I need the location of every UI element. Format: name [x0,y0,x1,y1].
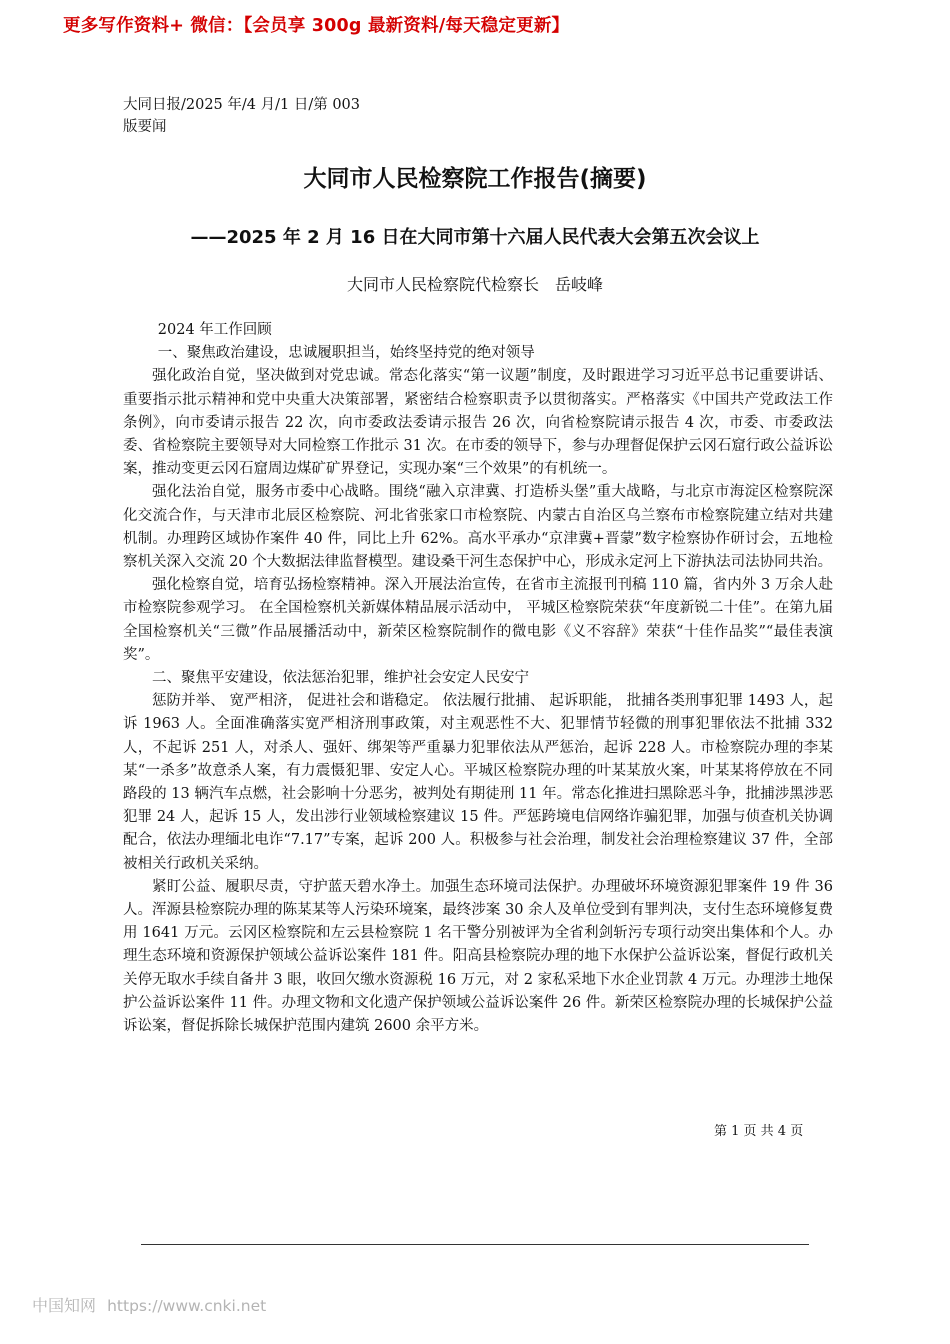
source-line-2: 版要闻 [123,119,167,135]
cnki-watermark [32,1293,266,1316]
section-heading-1: 一、聚焦政治建设，忠诚履职担当，始终坚持党的绝对领导 [157,345,535,362]
page-number: 第 1 页 共 4 页 [714,1124,804,1139]
paragraph: 强化检察自觉，培育弘扬检察精神。深入开展法治宣传，在省市主流报刊刊稿 110 篇，省内外 3 万余人赴市检察院参观学习。 在全国检察机关新媒体精品展示活动中， 平城区检察院荣获“年度新锐二十佳”。在第九届全国检察机关“三微”作品展播活动中，新荣区检察院制作的微电影《义不容辞》荣获“十佳作品奖”“最佳表演奖”。 [123,577,833,663]
source-line-1: 大同日报/2025 年/4 月/1 日/第 003 [123,97,361,113]
section-heading-2: 二、聚焦平安建设，依法惩治犯罪，维护社会安定人民安宁 [152,670,529,687]
paragraph: 惩防并举、 宽严相济， 促进社会和谐稳定。 依法履行批捕、 起诉职能， 批捕各类刑事犯罪 1493 人，起诉 1963 人。全面准确落实宽严相济刑事政策，对主观恶性不大、犯罪情节轻微的刑事犯罪依法不批捕 332 人，不起诉 251 人，对杀人、强奸、绑架等严重暴力犯罪依法从严惩治，起诉 228 人。市检察院办理的李某某“一杀多”故意杀人案，有力震慑犯罪、安定人心。平城区检察院办理的叶某某放火案，叶某某将停放在不同路段的 13 辆汽车点燃，社会影响十分恶劣，被判处有期徒刑 11 年。常态化推进扫黑除恶斗争，批捕涉黑涉恶犯罪 24 人，起诉 15 人，发出涉行业领域检察建议 15 件。严惩跨境电信网络诈骗犯罪，加强与侦查机关协调配合，依法办理缅北电诈“7.17”专案，起诉 200 人。积极参与社会治理，制发社会治理检察建议 37 件，全部被相关行政机关采纳。 [123,693,833,872]
report-author: 大同市人民检察院代检察长 岳岐峰 [346,275,603,294]
report-title: 大同市人民检察院工作报告(摘要) [303,166,647,192]
section-heading-review: 2024 年工作回顾 [157,322,272,338]
footer-divider [141,1244,809,1245]
source-info [123,94,360,138]
report-body [123,319,833,1038]
watermark-name: 中国知网 [32,1296,97,1315]
report-subtitle: ——2025 年 2 月 16 日在大同市第十六届人民代表大会第五次会议上 [190,227,760,248]
paragraph: 强化政治自觉，坚决做到对党忠诚。常态化落实“第一议题”制度，及时跟进学习习近平总书记重要讲话、重要指示批示精神和党中央重大决策部署，紧密结合检察职责予以贯彻落实。严格落实《中国共产党政法工作条例》，向市委请示报告 22 次，向市委政法委请示报告 26 次，向省检察院请示报告 4 次，市委、市委政法委、省检察院主要领导对大同检察工作批示 31 次。在市委的领导下，参与办理督促保护云冈石窟行政公益诉讼案，推动变更云冈石窟周边煤矿矿界登记，实现办案“三个效果”的有机统一。 [123,368,833,478]
paragraph: 强化法治自觉，服务市委中心战略。围绕“融入京津冀、打造桥头堡”重大战略，与北京市海淀区检察院深化交流合作，与天津市北辰区检察院、河北省张家口市检察院、内蒙古自治区乌兰察布市检察院建立结对共建机制。办理跨区域协作案件 40 件，同比上升 62%。高水平承办“京津冀+晋蒙”数字检察协作研讨会，五地检察机关深入交流 20 个大数据法律监督模型。建设桑干河生态保护中心，形成永定河上下游执法司法协同共治。 [123,484,833,571]
paragraph: 紧盯公益、履职尽责，守护蓝天碧水净土。加强生态环境司法保护。办理破坏环境资源犯罪案件 19 件 36 人。浑源县检察院办理的陈某某等人污染环境案，最终涉案 30 余人及单位受到有罪判决，支付生态环境修复费用 1641 万元。云冈区检察院和左云县检察院 1 名干警分别被评为全省利剑斩污专项行动突出集体和个人。办理生态环境和资源保护领域公益诉讼案件 181 件。阳高县检察院办理的地下水保护公益诉讼案，督促行政机关关停无取水手续自备井 3 眼，收回欠缴水资源税 16 万元，对 2 家私采地下水企业罚款 4 万元。办理涉土地保护公益诉讼案件 11 件。办理文物和文化遗产保护领域公益诉讼案件 26 件。新荣区检察院办理的长城保护公益诉讼案，督促拆除长城保护范围内建筑 2600 余平方米。 [123,878,833,1035]
promo-banner: 更多写作资料+ 微信：【会员享 300g 最新资料/每天稳定更新】 [63,16,570,36]
watermark-site: https://www.cnki.net [107,1297,267,1315]
